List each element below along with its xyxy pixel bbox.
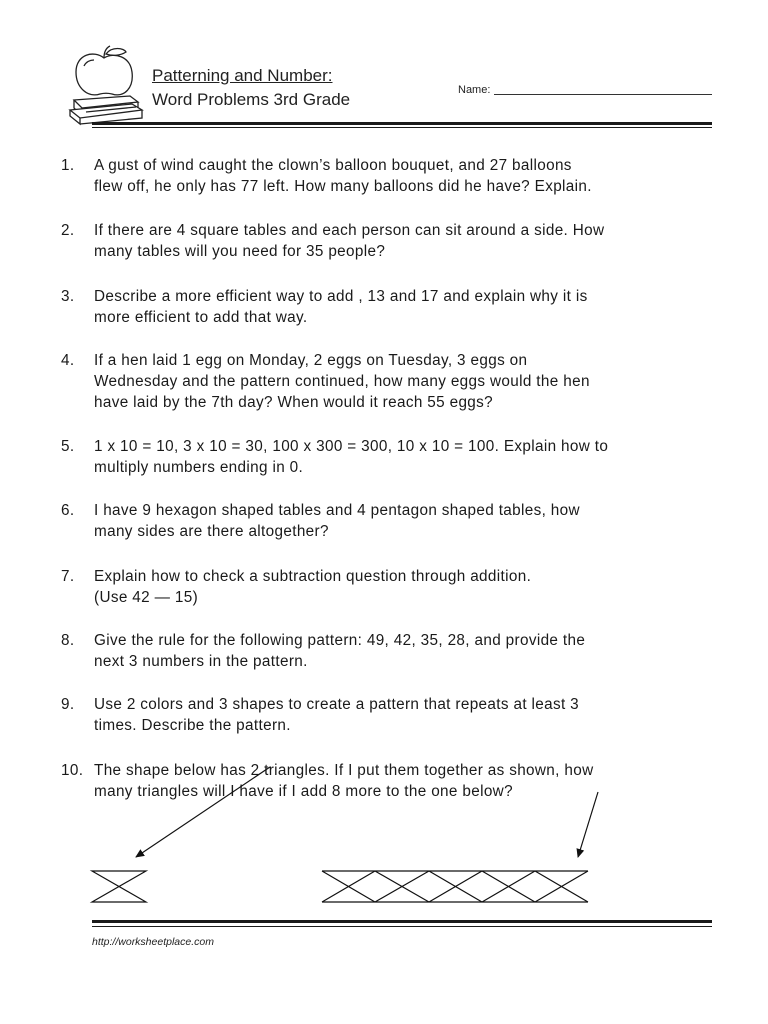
question-number: 3. [61,288,75,305]
footer-divider-thin [92,926,712,927]
arrow-right [578,792,598,857]
question-number: 10. [61,762,84,779]
question-text: Describe a more efficient way to add , 13 and 17 and explain why it is more efficient to add that way. [94,288,588,326]
question-number: 8. [61,632,75,649]
question-number: 1. [61,157,75,174]
triangle-pair-shape [92,871,146,902]
question-text: I have 9 hexagon shaped tables and 4 pentagon shaped tables, how many sides are there altogether? [94,502,580,540]
question-number: 4. [61,352,75,369]
triangle-row-shape [322,871,588,902]
question-number: 5. [61,438,75,455]
page-subtitle: Word Problems 3rd Grade [152,90,351,109]
arrow-left [136,767,270,857]
question-text: If there are 4 square tables and each person can sit around a side. How many tables will you need for 35 people? [94,222,605,260]
question-number: 2. [61,222,75,239]
footer-url: http://worksheetplace.com [92,936,214,948]
question-number: 9. [61,696,75,713]
question-text: Give the rule for the following pattern: 49, 42, 35, 28, and provide the next 3 numbers in the pattern. [94,632,586,670]
question-text: Use 2 colors and 3 shapes to create a pattern that repeats at least 3 times. Describe the pattern. [94,696,580,734]
name-label: Name: [458,84,491,96]
question-text: 1 x 10 = 10, 3 x 10 = 30, 100 x 300 = 300, 10 x 10 = 100. Explain how to multiply numbers ending in 0. [94,438,609,476]
question-text: The shape below has 2 triangles. If I put them together as shown, how many triangles will I have if I add 8 more to the one below? [94,762,594,800]
page-title: Patterning and Number: [152,66,333,85]
question-text: If a hen laid 1 egg on Monday, 2 eggs on Tuesday, 3 eggs on Wednesday and the pattern continued, how many eggs would the hen have laid by the 7th day? When would it reach 55 eggs? [94,352,590,411]
question-text: A gust of wind caught the clown’s balloon bouquet, and 27 balloons flew off, he only has 77 left. How many balloons did he have? Explain. [94,157,592,195]
question-number: 6. [61,502,75,519]
question-number: 7. [61,568,75,585]
question-text: Explain how to check a subtraction question through addition. (Use 42 — 15) [94,568,532,606]
footer-divider-thick [92,920,712,923]
